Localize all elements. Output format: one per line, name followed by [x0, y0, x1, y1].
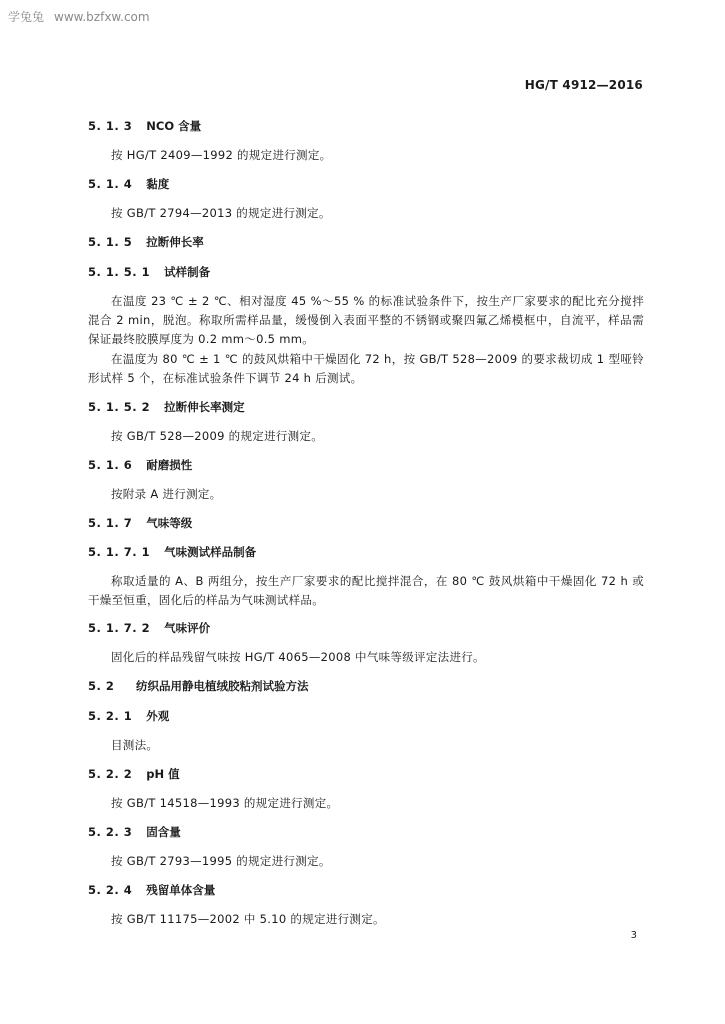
paragraph: 目测法。 — [111, 738, 159, 752]
section-title: 黏度 — [146, 177, 170, 191]
paragraph: 按 GB/T 11175—2002 中 5.10 的规定进行测定。 — [111, 912, 385, 926]
section-number: 5. 2. 1 — [88, 709, 133, 723]
section-number: 5. 1. 3 — [88, 119, 133, 133]
watermark — [8, 8, 150, 25]
section-number: 5. 1. 7 — [88, 516, 133, 530]
section-number: 5. 1. 7. 1 — [88, 545, 151, 559]
section-title: 纺织品用静电植绒胶粘剂试验方法 — [136, 679, 309, 693]
section-title: 固含量 — [146, 825, 181, 839]
heading-5-1-6 — [88, 457, 192, 473]
section-number: 5. 2 — [88, 679, 115, 693]
section-number: 5. 1. 5 — [88, 235, 133, 249]
section-title: 试样制备 — [164, 265, 211, 279]
section-title: 耐磨损性 — [146, 458, 193, 472]
paragraph: 在温度 23 ℃ ± 2 ℃、相对湿度 45 %～55 % 的标准试验条件下，按生产厂家要求的配比充分搅拌混合 2 min，脱泡。称取所需样品量，缓慢倒入表面平整的不锈钢或聚四氟乙烯模框中，自流平，样品需保证最终胶膜厚度为 0.2 mm～0.5 mm。 — [88, 294, 644, 346]
section-title: 气味测试样品制备 — [164, 545, 257, 559]
section-number: 5. 1. 5. 2 — [88, 400, 151, 414]
watermark-url: www.bzfxw.com — [54, 10, 150, 24]
heading-5-1-5-1 — [88, 264, 210, 280]
section-title: pH 值 — [146, 767, 180, 781]
paragraph: 按 GB/T 14518—1993 的规定进行测定。 — [111, 796, 339, 810]
section-number: 5. 1. 6 — [88, 458, 133, 472]
paragraph: 按 GB/T 2793—1995 的规定进行测定。 — [111, 854, 331, 868]
paragraph: 在温度为 80 ℃ ± 1 ℃ 的鼓风烘箱中干燥固化 72 h，按 GB/T 528—2009 的要求裁切成 1 型哑铃形试样 5 个，在标准试验条件下调节 24 h 后测试。 — [88, 352, 644, 385]
paragraph: 称取适量的 A、B 两组分，按生产厂家要求的配比搅拌混合，在 80 ℃ 鼓风烘箱中干燥固化 72 h 或干燥至恒重，固化后的样品为气味测试样品。 — [88, 574, 644, 607]
heading-5-1-7-2 — [88, 620, 210, 636]
heading-5-1-7 — [88, 515, 192, 531]
paragraph: 固化后的样品残留气味按 HG/T 4065—2008 中气味等级评定法进行。 — [111, 650, 485, 664]
page-number: 3 — [630, 930, 637, 941]
paragraph: 按 HG/T 2409—1992 的规定进行测定。 — [111, 148, 332, 162]
heading-5-1-5 — [88, 234, 204, 250]
paragraph: 按附录 A 进行测定。 — [111, 487, 222, 501]
heading-5-2-4 — [88, 882, 215, 898]
heading-5-1-4 — [88, 176, 169, 192]
section-number: 5. 2. 2 — [88, 767, 133, 781]
section-title: 外观 — [146, 709, 170, 723]
section-title: 气味等级 — [146, 516, 193, 530]
section-title: 拉断伸长率测定 — [164, 400, 245, 414]
section-number: 5. 1. 5. 1 — [88, 265, 151, 279]
section-number: 5. 2. 3 — [88, 825, 133, 839]
heading-5-2-3 — [88, 824, 181, 840]
section-title: 气味评价 — [164, 621, 211, 635]
section-title: 残留单体含量 — [146, 883, 216, 897]
section-title: NCO 含量 — [146, 119, 202, 133]
paragraph: 按 GB/T 528—2009 的规定进行测定。 — [111, 429, 324, 443]
watermark-site-name: 学兔兔 — [8, 10, 45, 24]
section-number: 5. 1. 7. 2 — [88, 621, 151, 635]
heading-5-1-7-1 — [88, 544, 256, 560]
heading-5-1-3 — [88, 118, 201, 134]
section-title: 拉断伸长率 — [146, 235, 204, 249]
standard-number: HG/T 4912—2016 — [524, 78, 643, 92]
paragraph: 按 GB/T 2794—2013 的规定进行测定。 — [111, 206, 331, 220]
heading-5-2 — [88, 678, 309, 694]
heading-5-2-1 — [88, 708, 169, 724]
section-number: 5. 1. 4 — [88, 177, 133, 191]
heading-5-1-5-2 — [88, 399, 245, 415]
heading-5-2-2 — [88, 766, 180, 782]
section-number: 5. 2. 4 — [88, 883, 133, 897]
